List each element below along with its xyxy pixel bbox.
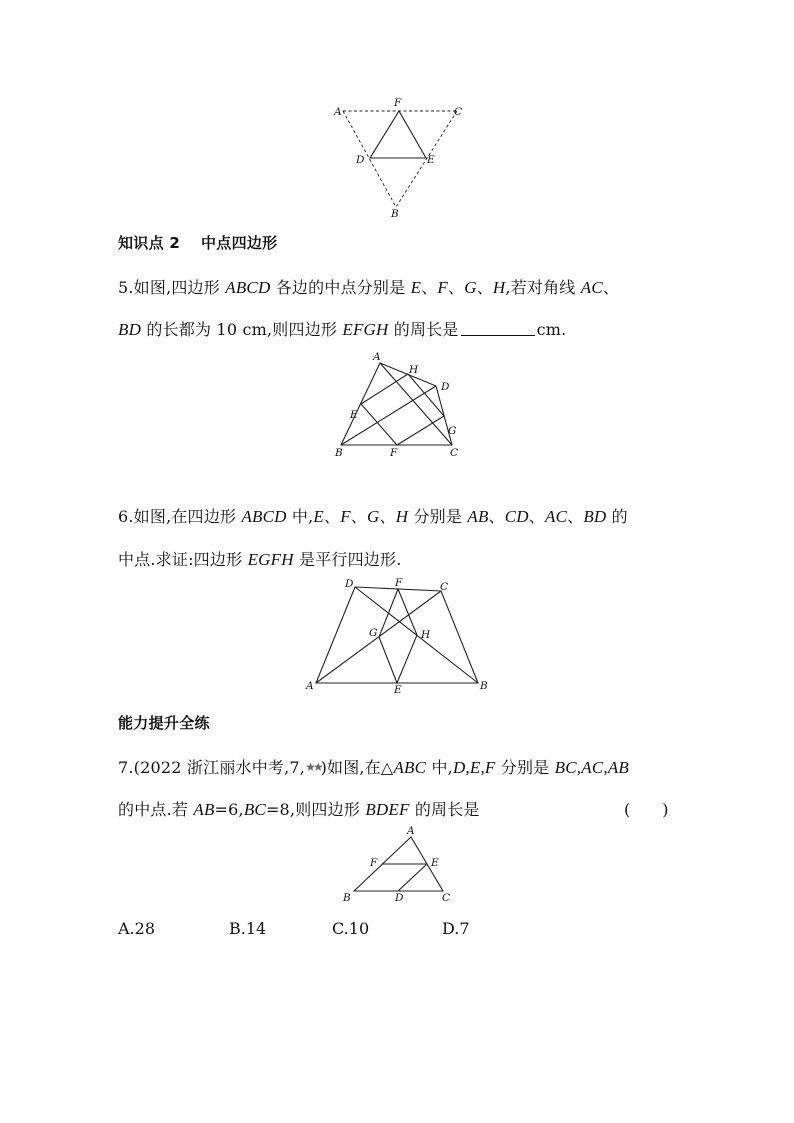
label-B: B [335, 447, 343, 459]
label-C: C [442, 892, 451, 904]
label-D: D [395, 892, 404, 904]
question-5-line-2: BD 的长都为 10 cm,则四边形 EFGH 的周长是 cm. [118, 320, 567, 339]
label-F: F [395, 577, 403, 589]
option-c[interactable]: C.10 [332, 919, 370, 938]
label-B: B [343, 892, 351, 904]
label-E: E [431, 857, 439, 869]
label-F: F [390, 447, 398, 459]
label-A: A [373, 351, 381, 363]
answer-parentheses[interactable]: ( ) [624, 800, 669, 819]
option-a[interactable]: A.28 [118, 919, 155, 938]
label-E: E [427, 154, 435, 166]
question-5-line-1: 5.如图,四边形 ABCD 各边的中点分别是 E、F、G、H,若对角线 AC、 [118, 278, 620, 297]
label-E: E [350, 409, 358, 421]
label-H: H [409, 364, 419, 376]
answer-blank[interactable] [461, 321, 535, 336]
label-E: E [394, 684, 402, 696]
label-A: A [334, 106, 342, 118]
question-7-line-2: 的中点.若 AB=6,BC=8,则四边形 BDEF 的周长是 [118, 800, 480, 819]
label-D: D [441, 381, 450, 393]
section-title-midpoint-quadrilateral: 知识点 2 中点四边形 [118, 234, 278, 252]
figure-quadrilateral-egfh [300, 575, 500, 697]
label-C: C [454, 106, 463, 118]
question-6-line-2: 中点.求证:四边形 EGFH 是平行四边形. [118, 550, 402, 569]
label-C: C [450, 447, 459, 459]
label-G: G [369, 627, 378, 639]
question-6-line-1: 6.如图,在四边形 ABCD 中,E、F、G、H 分别是 AB、CD、AC、BD 的 [118, 507, 628, 526]
figure-quadrilateral-efgh [330, 350, 470, 462]
label-B: B [480, 680, 488, 692]
question-7-line-1: 7.(2022 浙江丽水中考,7,★★)如图,在△ABC 中,D,E,F 分别是 BC,AC,AB [118, 758, 629, 777]
option-d[interactable]: D.7 [442, 919, 470, 938]
label-D: D [356, 154, 365, 166]
difficulty-star-icon: ★★ [305, 760, 321, 774]
label-H: H [421, 629, 431, 641]
figure-triangle-midpoints [325, 95, 475, 220]
label-D: D [345, 578, 354, 590]
label-F: F [394, 97, 402, 109]
label-A: A [407, 825, 415, 837]
label-A: A [306, 680, 314, 692]
option-b[interactable]: B.14 [229, 919, 267, 938]
section-title-ability: 能力提升全练 [118, 714, 210, 732]
label-G: G [448, 425, 457, 437]
label-B: B [391, 208, 399, 220]
label-F: F [370, 857, 378, 869]
label-C: C [440, 581, 449, 593]
figure-triangle-bdef [338, 825, 458, 905]
